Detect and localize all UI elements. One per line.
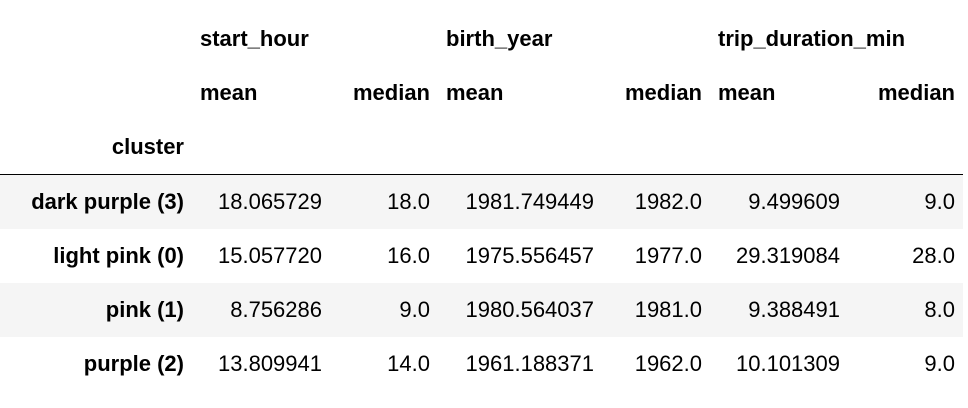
table-cell: 1975.556457 [465, 242, 594, 268]
stat-header: mean [446, 80, 504, 105]
table-cell: 13.809941 [218, 350, 322, 376]
table-cell: 1981.0 [634, 296, 702, 322]
dataframe-table [0, 12, 963, 391]
table-row [0, 175, 963, 229]
stat-header: mean [718, 80, 776, 105]
table-cell: 16.0 [387, 242, 430, 268]
table-cell: 9.499609 [748, 188, 840, 214]
row-label: dark purple (3) [31, 188, 184, 214]
column-group-header-row [0, 12, 963, 66]
row-label: light pink (0) [53, 242, 184, 268]
table-cell: 1961.188371 [465, 350, 594, 376]
table-cell: 1981.749449 [465, 188, 594, 214]
table-cell: 8.0 [924, 296, 955, 322]
header-corner-cell [0, 66, 192, 120]
stat-header: mean [200, 80, 258, 105]
index-name-row [0, 120, 963, 175]
row-label: pink (1) [105, 296, 184, 322]
table-cell: 14.0 [387, 350, 430, 376]
table-cell: 28.0 [912, 242, 955, 268]
table-row [0, 337, 963, 391]
table-cell: 18.0 [387, 188, 430, 214]
column-group-header: start_hour [200, 26, 309, 51]
table-cell: 29.319084 [736, 242, 840, 268]
column-group-header: trip_duration_min [718, 26, 906, 51]
table-cell: 1977.0 [634, 242, 702, 268]
stat-header-row [0, 66, 963, 120]
table-cell: 15.057720 [218, 242, 322, 268]
table-row [0, 229, 963, 283]
table-cell: 1980.564037 [465, 296, 594, 322]
table-cell: 1982.0 [634, 188, 702, 214]
table-cell: 9.0 [924, 188, 955, 214]
header-corner-cell [0, 12, 192, 66]
table-cell: 10.101309 [736, 350, 840, 376]
row-label: purple (2) [83, 350, 184, 376]
table-row [0, 283, 963, 337]
index-name: cluster [111, 134, 184, 159]
table-cell: 9.0 [924, 350, 955, 376]
column-group-header: birth_year [446, 26, 553, 51]
table-cell: 9.0 [399, 296, 430, 322]
stat-header: median [352, 80, 430, 105]
table-cell: 1962.0 [634, 350, 702, 376]
table-cell: 8.756286 [230, 296, 322, 322]
stat-header: median [624, 80, 702, 105]
table-cell: 18.065729 [218, 188, 322, 214]
table-cell: 9.388491 [748, 296, 840, 322]
stat-header: median [877, 80, 955, 105]
